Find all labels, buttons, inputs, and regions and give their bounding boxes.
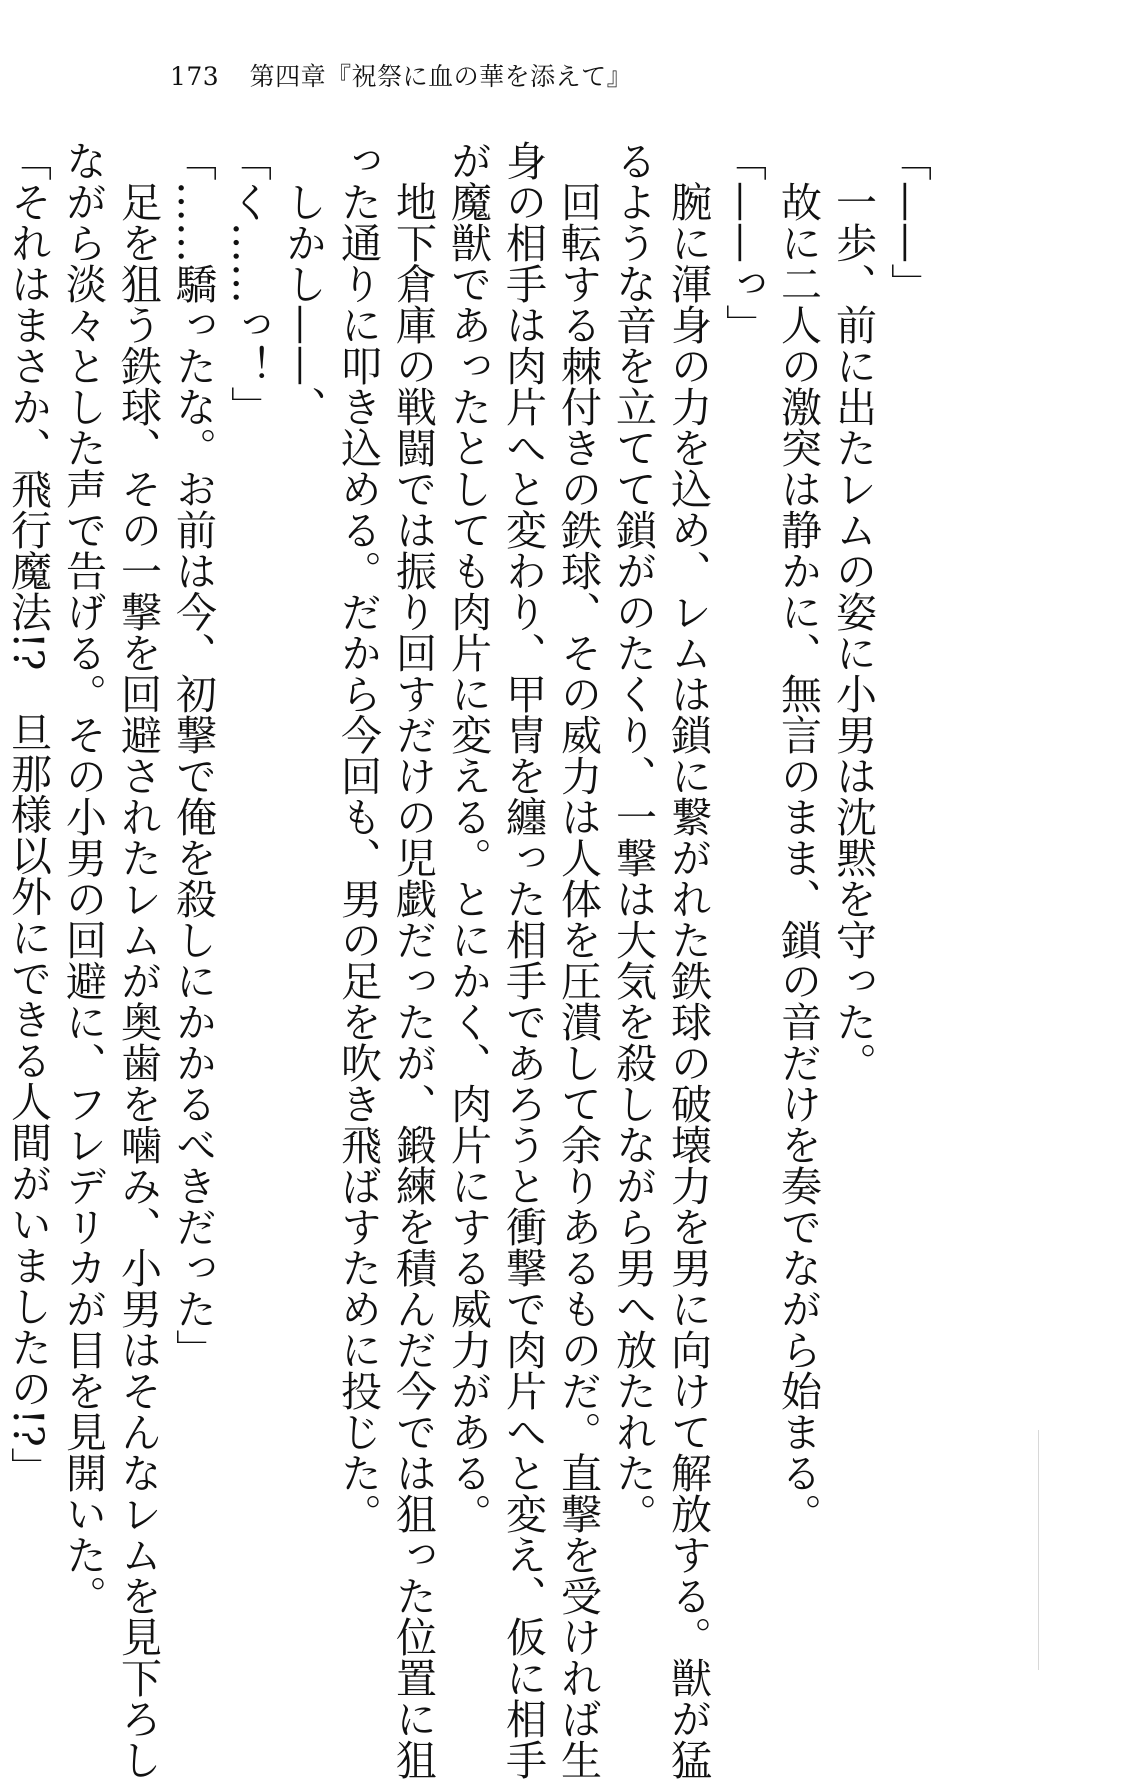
chapter-title: 第四章『祝祭に血の華を添えて』 xyxy=(249,62,633,91)
text-line: 回転する棘付きの鉄球、その威力は人体を圧潰して余りあるものだ。直撃を受ければ生 xyxy=(554,181,602,1780)
page-number: 173 xyxy=(170,62,220,91)
text-line: った通りに叩き込める。だから今回も、男の足を吹き飛ばすために投じた。 xyxy=(334,140,382,1534)
text-line: 一歩、前に出たレムの姿に小男は沈黙を守った。 xyxy=(829,181,877,1083)
text-line: るような音を立てて鎖がのたくり、一撃は大気を殺しながら男へ放たれた。 xyxy=(609,140,657,1534)
text-line: 地下倉庫の戦闘では振り回すだけの児戯だったが、鍛練を積んだ今では狙った位置に狙 xyxy=(389,181,437,1780)
text-line: 「く……っ！」 xyxy=(224,140,272,427)
text-line: 「——っ」 xyxy=(719,140,767,345)
text-line: 「——」 xyxy=(884,140,932,304)
text-line: 「……驕ったな。お前は今、初撃で俺を殺しにかかるべきだった」 xyxy=(169,140,217,1370)
text-line: しかし——、 xyxy=(279,181,327,427)
running-header xyxy=(170,62,632,92)
text-line: ながら淡々とした声で告げる。その小男の回避に、フレデリカが目を見開いた。 xyxy=(59,140,107,1616)
vertical-body-text xyxy=(4,140,935,1780)
text-line: 足を狙う鉄球、その一撃を回避されたレムが奥歯を噛み、小男はそんなレムを見下ろし xyxy=(114,181,162,1780)
text-line: 故に二人の激突は静かに、無言のまま、鎖の音だけを奏でながら始まる。 xyxy=(774,181,822,1534)
text-line: 「それはまさか、飛行魔法!? 旦那様以外にできる人間がいましたの!?」 xyxy=(4,140,52,1488)
text-line: が魔獣であったとしても肉片に変える。とにかく、肉片にする威力がある。 xyxy=(444,140,492,1534)
page-edge-line xyxy=(1038,1430,1039,1670)
text-line: 腕に渾身の力を込め、レムは鎖に繋がれた鉄球の破壊力を男に向けて解放する。獣が猛 xyxy=(664,181,712,1780)
text-line: 身の相手は肉片へと変わり、甲冑を纏った相手であろうと衝撃で肉片へと変え、仮に相手 xyxy=(499,140,547,1780)
